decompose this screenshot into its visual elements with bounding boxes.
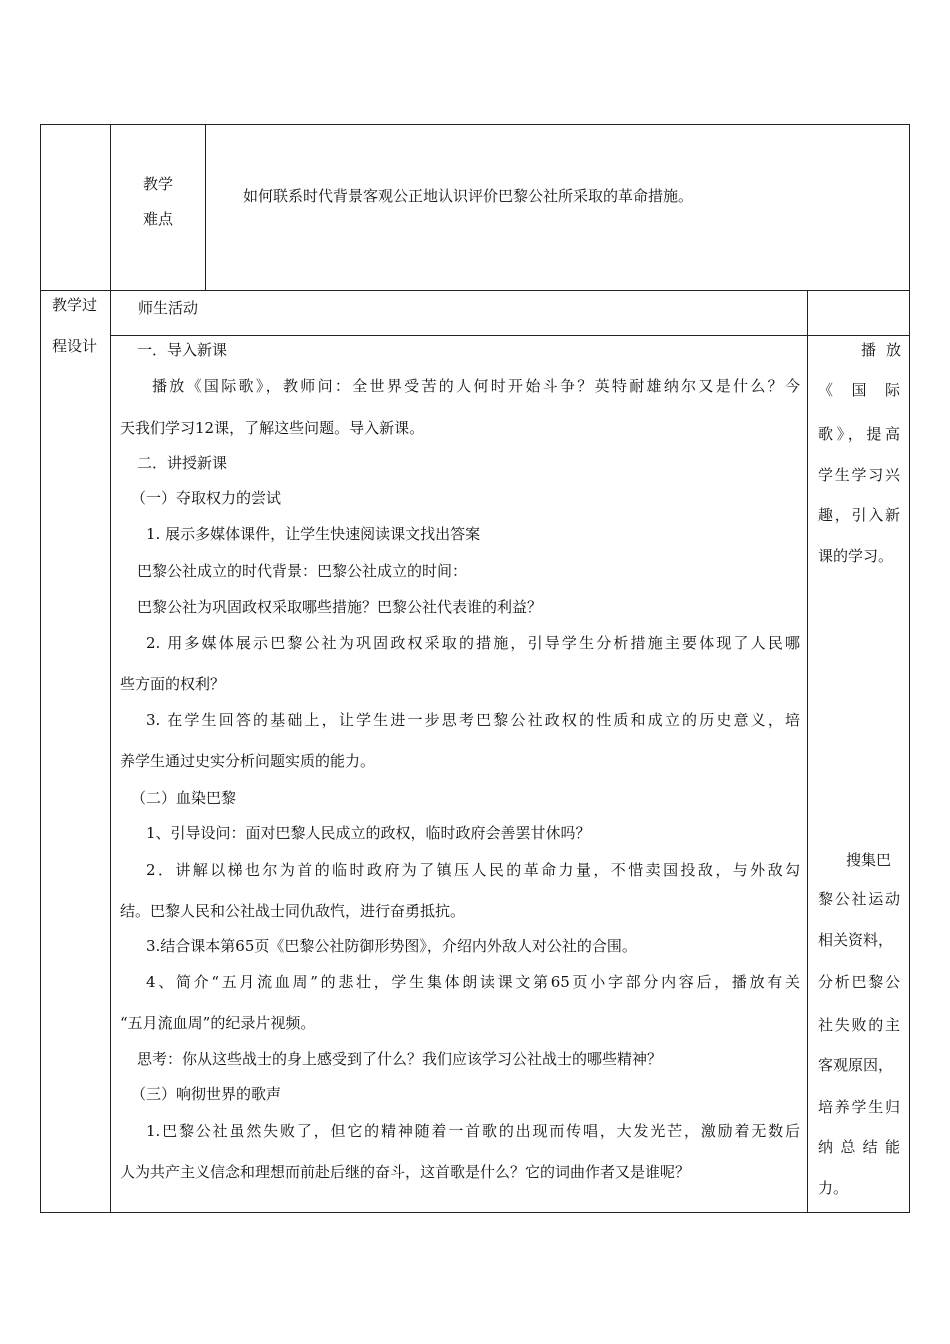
note-line: 《 国 际: [818, 381, 900, 399]
note-line: 纳 总 结 能: [818, 1138, 900, 1156]
body-line: 1. 展示多媒体课件，让学生快速阅读课文找出答案: [146, 525, 481, 543]
note-line: 黎公社运动: [818, 890, 900, 908]
note-line: 趣，引入新: [818, 506, 900, 524]
body-line: （二）血染巴黎: [131, 789, 237, 807]
difficulty-label: 教学: [143, 175, 174, 193]
table-column-divider: [110, 124, 111, 1213]
body-line: 3. 在学生回答的基础上，让学生进一步思考巴黎公社政权的性质和成立的历史意义，培: [146, 711, 800, 729]
body-line: 1、引导设问：面对巴黎人民成立的政权，临时政府会善罢甘休吗？: [146, 824, 591, 842]
body-line: 4、简介“五月流血周”的悲壮，学生集体朗读课文第65页小字部分内容后，播放有关: [146, 973, 800, 991]
body-line: （一）夺取权力的尝试: [131, 489, 282, 507]
table-border-top: [40, 124, 910, 125]
body-line: 巴黎公社为巩固政权采取哪些措施？巴黎公社代表谁的利益？: [137, 598, 543, 616]
design-label: 教学过: [52, 296, 98, 314]
body-line: 天我们学习12课，了解这些问题。导入新课。: [120, 419, 425, 437]
note-line: 社失败的主: [818, 1016, 900, 1034]
note-line: 分析巴黎公: [818, 973, 900, 991]
note-line: 相关资料，: [818, 931, 894, 949]
table-border-left: [40, 124, 41, 1213]
note-line: 课的学习。: [818, 547, 894, 565]
table-column-divider: [205, 124, 206, 290]
activity-header: 师生活动: [138, 299, 199, 317]
table-row-divider: [40, 290, 910, 291]
table-border-right: [909, 124, 910, 1213]
body-line: 些方面的权利？: [120, 675, 226, 693]
body-line: 一．导入新课: [137, 341, 228, 359]
body-line: 人为共产主义信念和理想而前赴后继的奋斗，这首歌是什么？它的词曲作者又是谁呢？: [120, 1163, 691, 1181]
body-line: “五月流血周”的纪录片视频。: [120, 1014, 316, 1032]
note-line: 学生学习兴: [818, 466, 900, 484]
note-line: 搜集巴: [846, 851, 892, 869]
difficulty-text: 如何联系时代背景客观公正地认识评价巴黎公社所采取的革命措施。: [243, 187, 694, 205]
body-line: 二．讲授新课: [137, 454, 228, 472]
table-border-bottom: [40, 1212, 910, 1213]
body-line: 3.结合课本第65页《巴黎公社防御形势图》，介绍内外敌人对公社的合围。: [146, 937, 637, 955]
note-line: 力。: [818, 1179, 849, 1197]
body-line: 1.巴黎公社虽然失败了，但它的精神随着一首歌的出现而传唱，大发光芒，激励着无数后: [146, 1122, 800, 1140]
body-line: 养学生通过史实分析问题实质的能力。: [120, 752, 376, 770]
table-subheader-divider: [110, 335, 910, 336]
body-line: 2．讲解以梯也尔为首的临时政府为了镇压人民的革命力量，不惜卖国投敌，与外敌勾: [146, 861, 800, 879]
body-line: 结。巴黎人民和公社战士同仇敌忾，进行奋勇抵抗。: [120, 902, 466, 920]
body-line: 2. 用多媒体展示巴黎公社为巩固政权采取的措施，引导学生分析措施主要体现了人民哪: [146, 634, 800, 652]
note-line: 培养学生归: [818, 1098, 900, 1116]
note-line: 歌》，提高: [818, 425, 900, 443]
note-line: 播 放: [861, 341, 901, 359]
table-column-divider: [807, 290, 808, 1212]
body-line: 思考：你从这些战士的身上感受到了什么？我们应该学习公社战士的哪些精神？: [137, 1050, 663, 1068]
body-line: 播放《国际歌》，教师问：全世界受苦的人何时开始斗争？英特耐雄纳尔又是什么？今: [152, 377, 800, 395]
body-line: （三）响彻世界的歌声: [131, 1085, 282, 1103]
note-line: 客观原因，: [818, 1056, 894, 1074]
difficulty-label: 难点: [143, 210, 174, 228]
design-label: 程设计: [52, 337, 98, 355]
body-line: 巴黎公社成立的时代背景：巴黎公社成立的时间：: [137, 562, 468, 580]
